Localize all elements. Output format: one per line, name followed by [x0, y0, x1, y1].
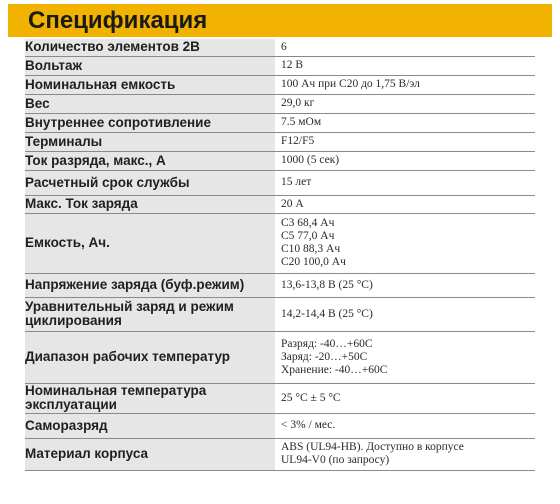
spec-label: Номинальная температура эксплуатации — [25, 383, 275, 413]
spec-value — [281, 273, 535, 297]
spec-value — [281, 132, 535, 151]
spec-value — [281, 56, 535, 75]
spec-value — [281, 297, 535, 331]
spec-value-line: 6 — [281, 40, 287, 53]
table-row — [25, 75, 535, 94]
spec-value — [281, 213, 535, 273]
spec-value-line: С3 68,4 Ач — [281, 217, 335, 229]
spec-value — [281, 151, 535, 170]
table-row — [25, 383, 535, 413]
spec-value — [281, 39, 535, 56]
spec-value-line: С5 77,0 Ач — [281, 230, 335, 242]
spec-label: Количество элементов 2В — [25, 39, 275, 56]
spec-value-line: 1000 (5 сек) — [281, 154, 340, 166]
spec-label: Диапазон рабочих температур — [25, 331, 275, 383]
table-row — [25, 132, 535, 151]
spec-value-line: 29,0 кг — [281, 97, 315, 109]
spec-value — [281, 331, 535, 383]
table-row — [25, 213, 535, 273]
table-row — [25, 195, 535, 213]
spec-label: Ток разряда, макс., А — [25, 151, 275, 170]
spec-table — [25, 39, 535, 471]
table-row — [25, 413, 535, 438]
spec-value-line: 20 А — [281, 197, 304, 210]
spec-value — [281, 195, 535, 213]
table-row — [25, 297, 535, 331]
table-row — [25, 438, 535, 470]
page-title: Спецификация — [28, 6, 208, 34]
spec-value-line: UL94-V0 (по запросу) — [281, 454, 390, 466]
spec-value-line: 13,6-13,8 В (25 °С) — [281, 278, 373, 291]
table-row — [25, 94, 535, 113]
spec-value-line: С10 88,3 Ач — [281, 243, 341, 255]
table-row — [25, 151, 535, 170]
spec-value-line: F12/F5 — [281, 135, 315, 147]
table-row — [25, 331, 535, 383]
spec-value-line: Разряд: -40…+60С — [281, 337, 373, 350]
spec-label: Расчетный срок службы — [25, 170, 275, 195]
spec-value — [281, 75, 535, 94]
spec-value — [281, 383, 535, 413]
spec-value-line: 100 Ач при С20 до 1,75 В/эл — [281, 78, 420, 90]
spec-label: Макс. Ток заряда — [25, 195, 275, 213]
table-row — [25, 273, 535, 297]
spec-value-line: 7.5 мОм — [281, 116, 322, 128]
spec-label: Уравнительный заряд и режим циклирования — [25, 297, 275, 331]
spec-value — [281, 438, 535, 470]
table-row — [25, 170, 535, 195]
table-row — [25, 39, 535, 56]
spec-value-line: 25 °С ± 5 °С — [281, 391, 341, 404]
spec-label: Материал корпуса — [25, 438, 275, 470]
spec-value — [281, 94, 535, 113]
spec-label: Напряжение заряда (буф.режим) — [25, 273, 275, 297]
spec-value-line: 14,2-14,4 В (25 °С) — [281, 307, 373, 320]
spec-label: Вольтаж — [25, 56, 275, 75]
spec-value-line: Хранение: -40…+60С — [281, 363, 388, 376]
spec-value — [281, 413, 535, 438]
spec-label: Номинальная емкость — [25, 75, 275, 94]
table-row — [25, 113, 535, 132]
spec-value-line: С20 100,0 Ач — [281, 256, 346, 268]
spec-value — [281, 113, 535, 132]
spec-value-line: 15 лет — [281, 176, 312, 188]
spec-value — [281, 170, 535, 195]
spec-label: Терминалы — [25, 132, 275, 151]
spec-label: Внутреннее сопротивление — [25, 113, 275, 132]
spec-value-line: Заряд: -20…+50С — [281, 350, 368, 363]
spec-label: Емкость, Ач. — [25, 213, 275, 273]
spec-value-line: 12 В — [281, 59, 304, 71]
spec-value-line: < 3% / мес. — [281, 419, 336, 431]
table-row — [25, 56, 535, 75]
spec-label: Саморазряд — [25, 413, 275, 438]
spec-value-line: ABS (UL94-HB). Доступно в корпусе — [281, 441, 464, 453]
spec-label: Вес — [25, 94, 275, 113]
spec-header — [8, 4, 552, 37]
